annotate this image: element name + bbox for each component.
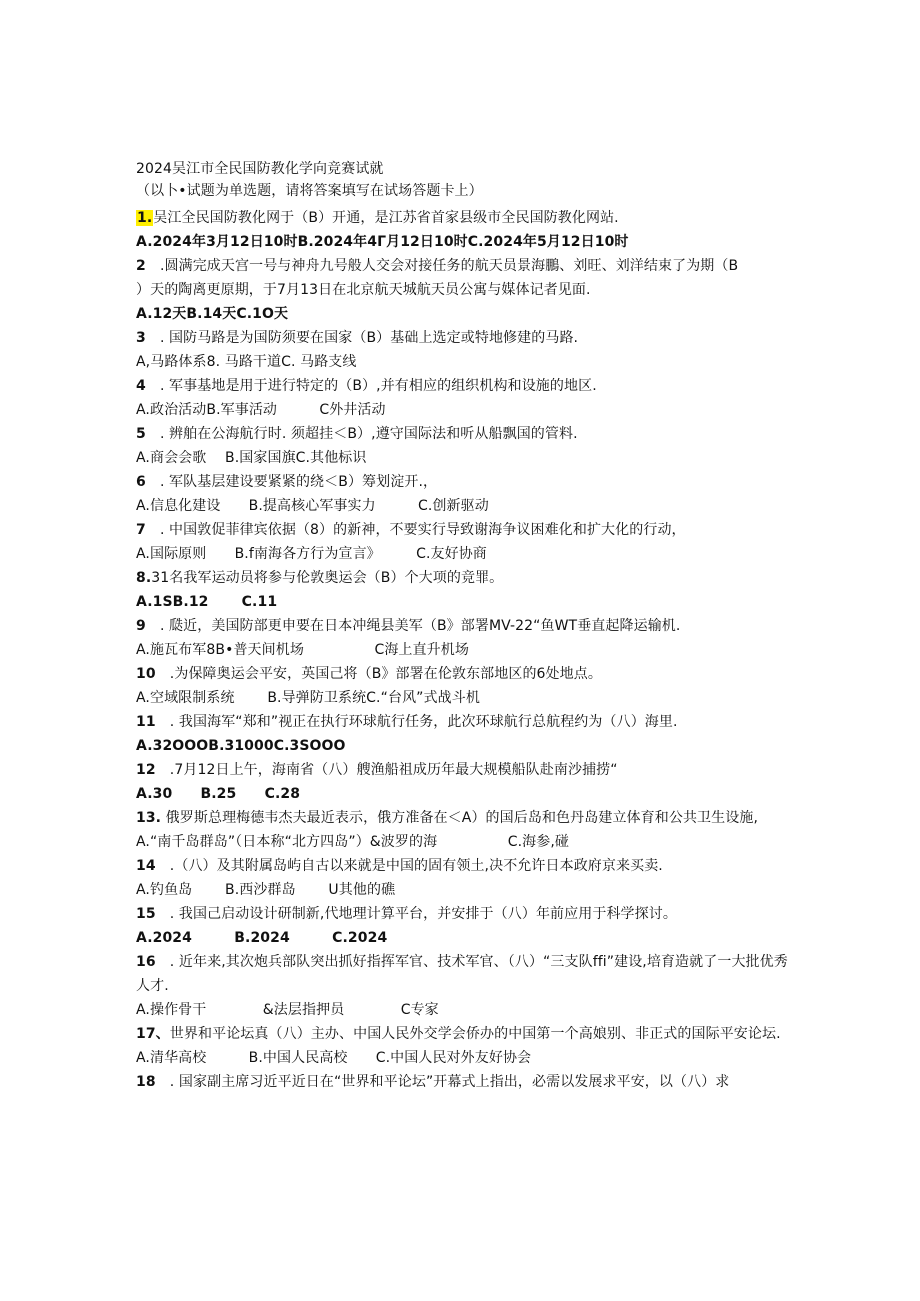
question-text: . 我国己启动设计研制新,代地理计算平台，并安排于（八）年前应用于科学探讨。 [169,906,677,922]
question-2-options: A.12天B.14天C.1O天 [136,306,289,322]
question-14 [136,854,796,878]
question-12 [136,758,796,782]
question-13 [136,806,796,830]
question-13-options: A.“南千岛群岛”（日本称“北方四岛”）&波罗的海 C.海参,碰 [136,834,569,850]
document-subtitle: （以卜•试题为单选题，请将答案填写在试场答题卡上） [136,183,483,199]
question-17 [136,1022,796,1046]
question-number: 1. [137,210,153,226]
question-15-options: A.2024 B.2024 C.2024 [136,930,388,946]
question-number: 13. [136,810,162,826]
question-text: . 国家副主席习近平近日在“世界和平论坛”开幕式上指出，必需以发展求平安，以（八）求 [169,1074,730,1090]
question-10-options: A.空域限制系统 B.导弹防卫系统C.“台风”式战斗机 [136,690,480,706]
question-7 [136,518,796,542]
question-text: . 国防马路是为国防须要在国家（B）基础上选定或特地修建的马路. [159,330,579,346]
question-3-options: A,马路体系8. 马路干道C. 马路支线 [136,354,357,370]
question-15 [136,902,796,926]
question-12-options: A.30 B.25 C.28 [136,786,301,802]
question-text: . 中国敦促菲律宾依据（8）的新神，不要实行导致谢海争议困难化和扩大化的行动， [159,522,686,538]
question-11-options: A.32OOOB.31000C.3SOOO [136,738,346,754]
question-6-options: A.信息化建设 B.提高核心军事实力 C.创新驱动 [136,498,489,514]
question-text: . 辨舶在公海航行时. 须超挂＜B）,遵守国际法和听从船飘国的管料. [159,426,578,442]
question-text: .为保障奥运会平安，英国己将（B》部署在伦敦东部地区的6处地点。 [169,666,602,682]
question-8 [136,566,796,590]
question-9-options: A.施瓦布军8B•普天间机场 C海上直升机场 [136,642,469,658]
question-14-options: A.钓鱼岛 B.西沙群岛 U其他的礁 [136,882,396,898]
question-2 [136,254,796,278]
question-text: 俄罗斯总理梅德韦杰夫最近表示，俄方准备在＜A）的国后岛和色丹岛建立体育和公共卫生设施, [165,810,758,826]
question-7-options: A.国际原则 B.f南海各方行为宣言》 C.友好协商 [136,546,487,562]
question-number: 3 [136,330,146,346]
question-text: . 我国海军“郑和”视正在执行环球航行任务，此次环球航行总航程约为（八）海里. [169,714,678,730]
question-8-options: A.1SB.12 C.11 [136,594,278,610]
question-text: .（八）及其附属岛屿自古以来就是中国的固有领土,决不允许日本政府京来买卖. [169,858,663,874]
question-number: 10 [136,666,156,682]
question-number: 11 [136,714,156,730]
question-4-options: A.政治活动B.军事活动 C外井活动 [136,402,386,418]
question-number: 5 [136,426,146,442]
question-16 [136,950,796,998]
question-text: . 军事基地是用于进行特定的（B）,并有相应的组织机构和设施的地区. [159,378,597,394]
question-number: 8. [136,570,152,586]
question-11 [136,710,796,734]
question-number: 17、 [136,1026,170,1042]
question-number: 12 [136,762,156,778]
question-2-continued: ）天的陶离更原期，于7月13日在北京航天城航天员公寓与媒体记者见面. [136,282,591,298]
question-1 [136,206,796,230]
document-title: 2024吴江市全民国防教化学向竞赛试就 [136,161,384,177]
question-number: 7 [136,522,146,538]
question-text: 吴江全民国防教化网于（B）开通，是江苏省首家县级市全民国防教化网站. [153,210,619,226]
question-17-options: A.清华高校 B.中国人民高校 C.中国人民对外友好协会 [136,1050,532,1066]
question-number: 16 [136,954,156,970]
question-6 [136,470,796,494]
question-number: 4 [136,378,146,394]
question-number: 14 [136,858,156,874]
question-9 [136,614,796,638]
question-1-options: A.2024年3月12日10时B.2024年4Γ月12日10时C.2024年5月12日10时 [136,234,629,250]
question-18 [136,1070,796,1094]
question-3 [136,326,796,350]
question-text: . 瓞近，美国防部更申要在日本冲绳县美军（B》部署MV-22“鱼WT垂直起降运输机. [159,618,681,634]
question-text: 世界和平论坛真（八）主办、中国人民外交学会侨办的中国第一个高娘别、非正式的国际平安论坛. [169,1026,781,1042]
question-number: 18 [136,1074,156,1090]
question-16-options: A.操作骨干 &法层指押员 C专家 [136,1002,439,1018]
question-5-options: A.商会会歌 B.国家国旗C.其他标识 [136,450,367,466]
question-text: . 近年来,其次炮兵部队突出抓好指挥军官、技术军官、（八）“三支队ffi”建设,培育造就了一大批优秀人才. [136,954,788,994]
question-5 [136,422,796,446]
question-number: 2 [136,258,146,274]
question-4 [136,374,796,398]
question-text: . 军队基层建设要紧紧的绕＜B）筹划淀开.， [159,474,438,490]
question-number: 6 [136,474,146,490]
question-number: 9 [136,618,146,634]
document-content [136,158,796,1094]
question-text: 31名我军运动员将参与伦敦奥运会（B）个大项的竞罪。 [151,570,504,586]
question-10 [136,662,796,686]
question-number: 15 [136,906,156,922]
question-text: .圆满完成天宫一号与神舟九号般人交会对接任务的航天员景海鵬、刘旺、刘洋结束了为期（B [159,258,739,274]
question-text: .7月12日上午，海南省（八）艘渔船祖成历年最大规模船队赴南沙捕捞“ [169,762,618,778]
